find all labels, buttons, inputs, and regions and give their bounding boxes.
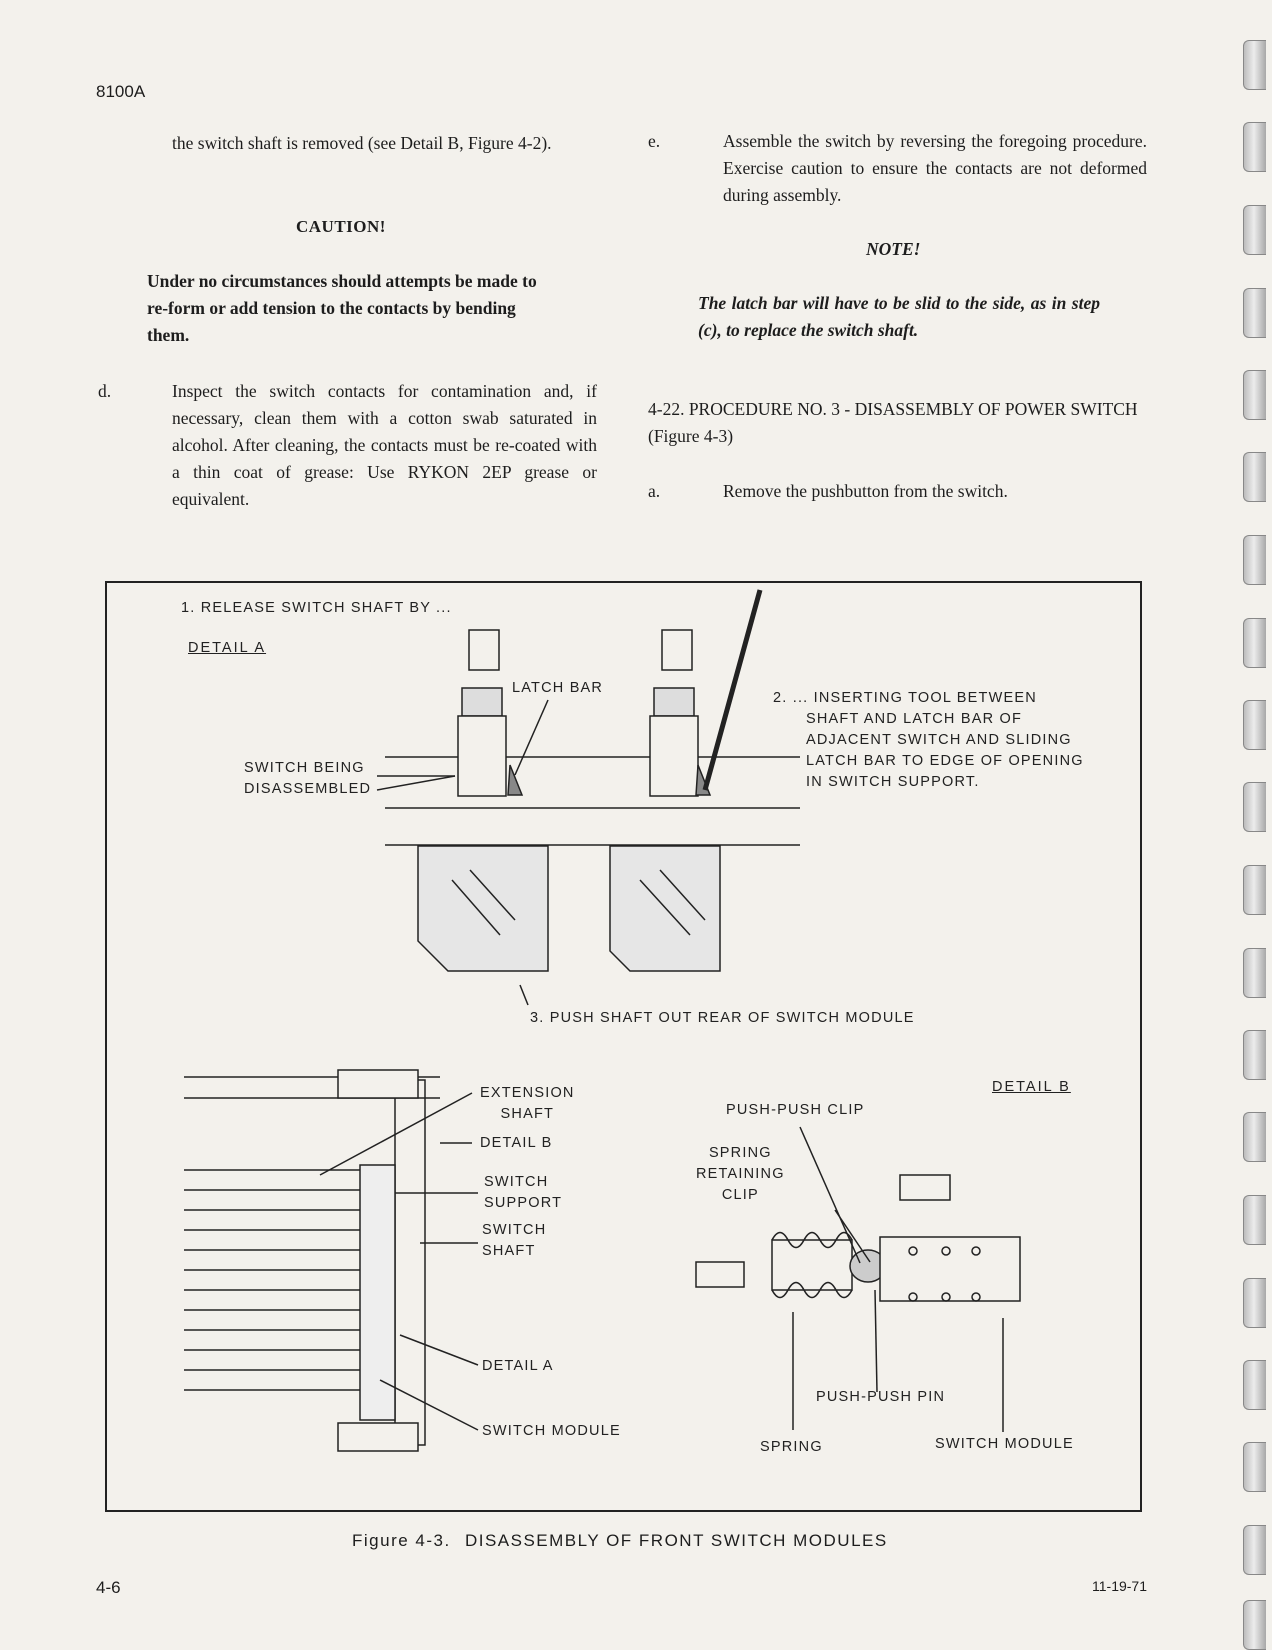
label-extension-2: SHAFT bbox=[500, 1106, 555, 1122]
caption-text: DISASSEMBLY OF FRONT SWITCH MODULES bbox=[464, 1531, 888, 1550]
label-latch-bar: LATCH BAR bbox=[512, 680, 604, 696]
label-switch-being-2: DISASSEMBLED bbox=[244, 781, 372, 797]
label-switch-being-1: SWITCH BEING bbox=[244, 760, 365, 776]
label-extension-1: EXTENSION bbox=[480, 1085, 575, 1101]
label-spring-ret-3: CLIP bbox=[721, 1187, 759, 1203]
label-switch-support bbox=[484, 1172, 562, 1214]
note-text: The latch bar will have to be slid to the side, as in step (c), to replace the switch shaft. bbox=[698, 293, 1100, 340]
label-spring-retaining-clip bbox=[696, 1143, 785, 1206]
detail-a-header: DETAIL A bbox=[188, 640, 267, 656]
step-e-label: e. bbox=[648, 131, 661, 151]
label-inserting bbox=[773, 688, 1084, 793]
label-inserting-1: 2. ... INSERTING TOOL BETWEEN bbox=[773, 690, 1037, 706]
revision-date: 11-19-71 bbox=[1092, 1578, 1148, 1594]
label-spring-ret-1: SPRING bbox=[708, 1145, 772, 1161]
label-inserting-3: ADJACENT SWITCH AND SLIDING bbox=[806, 732, 1072, 748]
label-switch-module-b: SWITCH MODULE bbox=[935, 1436, 1074, 1452]
label-switch-shaft-1: SWITCH bbox=[482, 1222, 547, 1238]
figure-caption bbox=[352, 1531, 888, 1551]
note-title: NOTE! bbox=[866, 239, 921, 259]
label-extension-shaft bbox=[480, 1083, 575, 1125]
step-a-text: Remove the pushbutton from the switch. bbox=[723, 481, 1008, 501]
label-spring-ret-2: RETAINING bbox=[696, 1166, 785, 1182]
label-switch-shaft-2: SHAFT bbox=[482, 1243, 536, 1259]
step-e-text: Assemble the switch by reversing the foregoing procedure. Exercise caution to ensure the contacts are not deformed during assembly. bbox=[723, 131, 1147, 205]
label-detail-b-ref: DETAIL B bbox=[480, 1135, 553, 1151]
label-inserting-4: LATCH BAR TO EDGE OF OPENING bbox=[806, 753, 1084, 769]
label-spring: SPRING bbox=[760, 1439, 823, 1455]
step-d-label: d. bbox=[98, 381, 112, 401]
label-switch-module: SWITCH MODULE bbox=[482, 1423, 621, 1439]
caption-prefix: Figure 4-3. bbox=[352, 1531, 451, 1550]
label-switch-support-2: SUPPORT bbox=[484, 1195, 563, 1211]
label-inserting-2: SHAFT AND LATCH BAR OF bbox=[806, 711, 1023, 727]
label-push-push-pin: PUSH-PUSH PIN bbox=[816, 1389, 946, 1405]
page-number: 4-6 bbox=[96, 1578, 121, 1597]
label-switch-support-1: SWITCH bbox=[484, 1174, 549, 1190]
step-d-text: Inspect the switch contacts for contamination and, if necessary, clean them with a cotton swab saturated in alcohol. After cleaning, the contacts must be re-coated with a thin coat of grease: Use RYKON 2EP grease or equivalent. bbox=[172, 381, 597, 509]
label-switch-being bbox=[244, 758, 371, 800]
intro-paragraph: the switch shaft is removed (see Detail B, Figure 4-2). bbox=[172, 133, 552, 153]
caution-title: CAUTION! bbox=[296, 217, 386, 236]
label-inserting-5: IN SWITCH SUPPORT. bbox=[806, 774, 980, 790]
model-number: 8100A bbox=[96, 82, 146, 101]
label-detail-a-ref: DETAIL A bbox=[482, 1358, 554, 1374]
caution-text: Under no circumstances should attempts be made to re-form or add tension to the contacts by bending them. bbox=[147, 271, 537, 345]
label-push-push-clip: PUSH-PUSH CLIP bbox=[726, 1102, 865, 1118]
detail-b-header: DETAIL B bbox=[992, 1079, 1071, 1095]
label-push-shaft: 3. PUSH SHAFT OUT REAR OF SWITCH MODULE bbox=[530, 1010, 915, 1026]
section-heading: 4-22. PROCEDURE NO. 3 - DISASSEMBLY OF POWER SWITCH (Figure 4-3) bbox=[648, 399, 1138, 446]
label-release: 1. RELEASE SWITCH SHAFT BY ... bbox=[181, 600, 452, 616]
step-a-label: a. bbox=[648, 481, 661, 501]
label-switch-shaft bbox=[482, 1220, 546, 1262]
